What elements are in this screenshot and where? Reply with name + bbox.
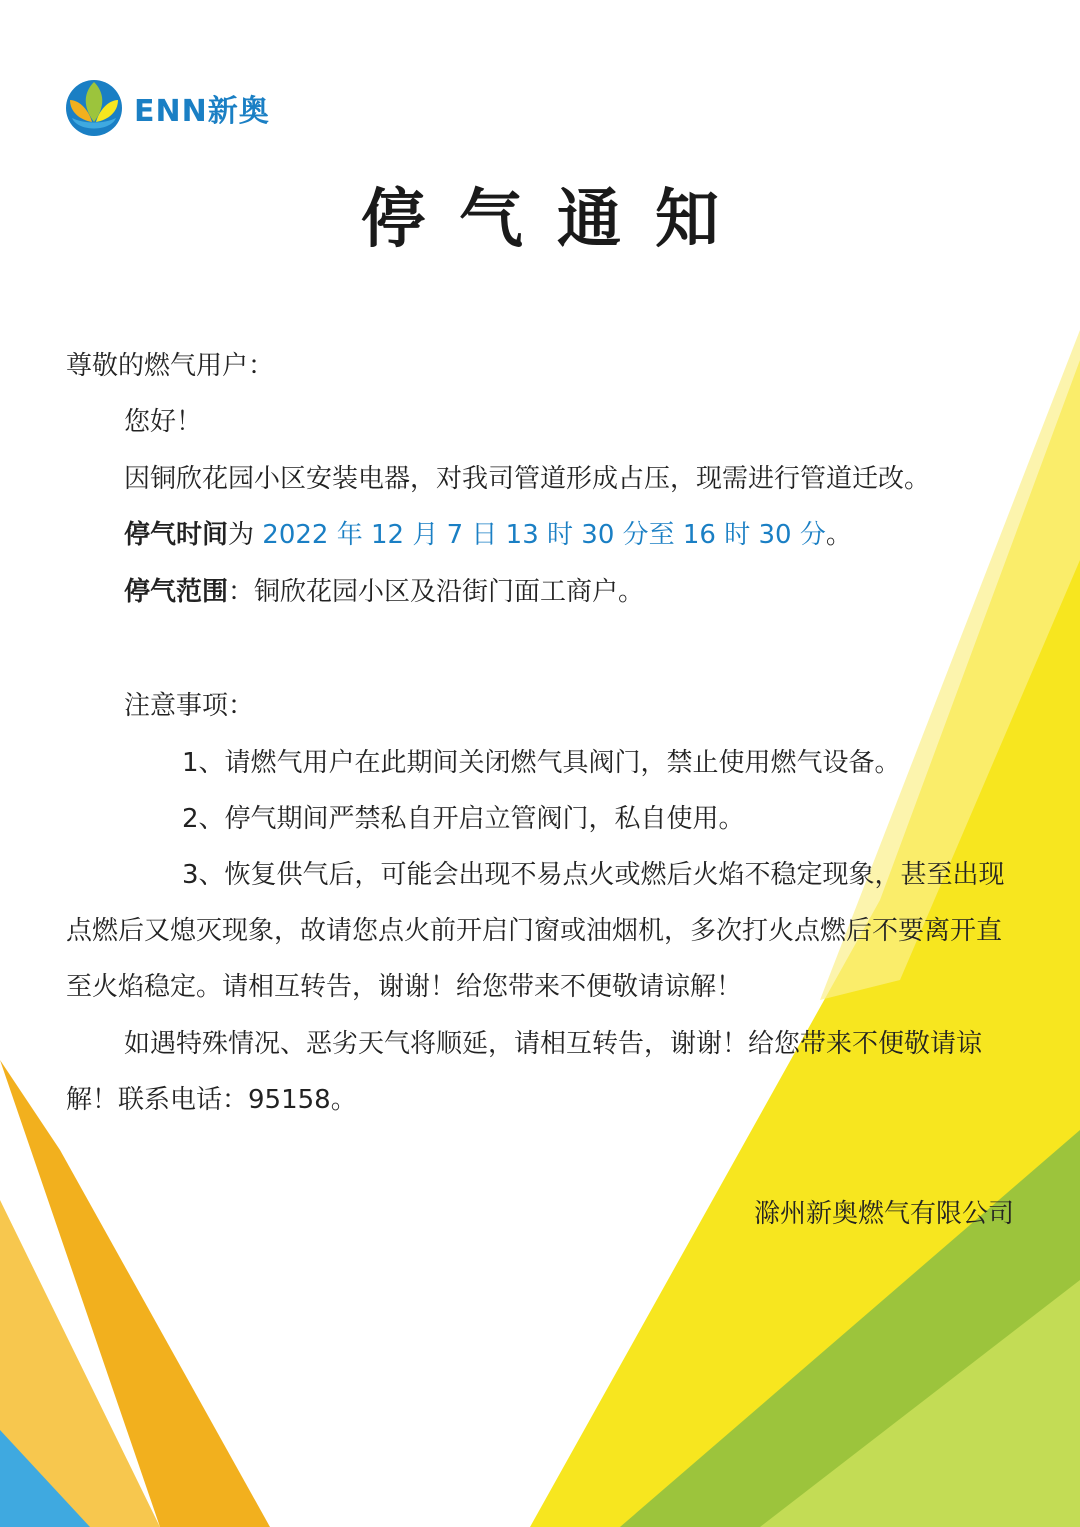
enn-leaf-icon — [64, 78, 124, 138]
note-item-1: 1、请燃气用户在此期间关闭燃气具阀门，禁止使用燃气设备。 — [182, 748, 901, 778]
outage-time-label: 停气时间 — [124, 520, 229, 550]
notes-heading: 注意事项： — [124, 691, 255, 721]
outage-time-connector: 为 — [228, 520, 263, 550]
outage-scope-label: 停气范围 — [124, 577, 229, 607]
reason-line: 因铜欣花园小区安装电器，对我司管道形成占压，现需进行管道迁改。 — [124, 464, 931, 494]
closing-paragraph: 如遇特殊情况、恶劣天气将顺延，请相互转告，谢谢！给您带来不便敬请谅解！联系电话：95158。 — [66, 1029, 983, 1115]
outage-scope-value: 铜欣花园小区及沿街门面工商户。 — [254, 577, 645, 607]
signature: 滁州新奥燃气有限公司 — [753, 1199, 1014, 1229]
outage-time-line — [124, 515, 852, 555]
outage-scope-line — [124, 572, 644, 612]
note-item-3: 3、恢复供气后，可能会出现不易点火或燃后火焰不稳定现象，甚至出现点燃后又熄灭现象，故请您点火前开启门窗或油烟机，多次打火点燃后不要离开直至火焰稳定。请相互转告，谢谢！给您带来不便敬请谅解！ — [66, 860, 1005, 1002]
outage-time-value: 2022 年 12 月 7 日 13 时 30 分至 16 时 30 分 — [262, 520, 826, 550]
hello-line: 您好！ — [124, 407, 203, 437]
company-logo — [64, 78, 294, 138]
logo-text: ENN新奥 — [134, 94, 270, 129]
greeting: 尊敬的燃气用户： — [66, 351, 275, 381]
page-title: 停气通知 — [361, 183, 753, 257]
outage-scope-colon: ： — [228, 577, 255, 607]
outage-time-end: 。 — [825, 520, 852, 550]
note-item-2: 2、停气期间严禁私自开启立管阀门，私自使用。 — [182, 804, 745, 834]
